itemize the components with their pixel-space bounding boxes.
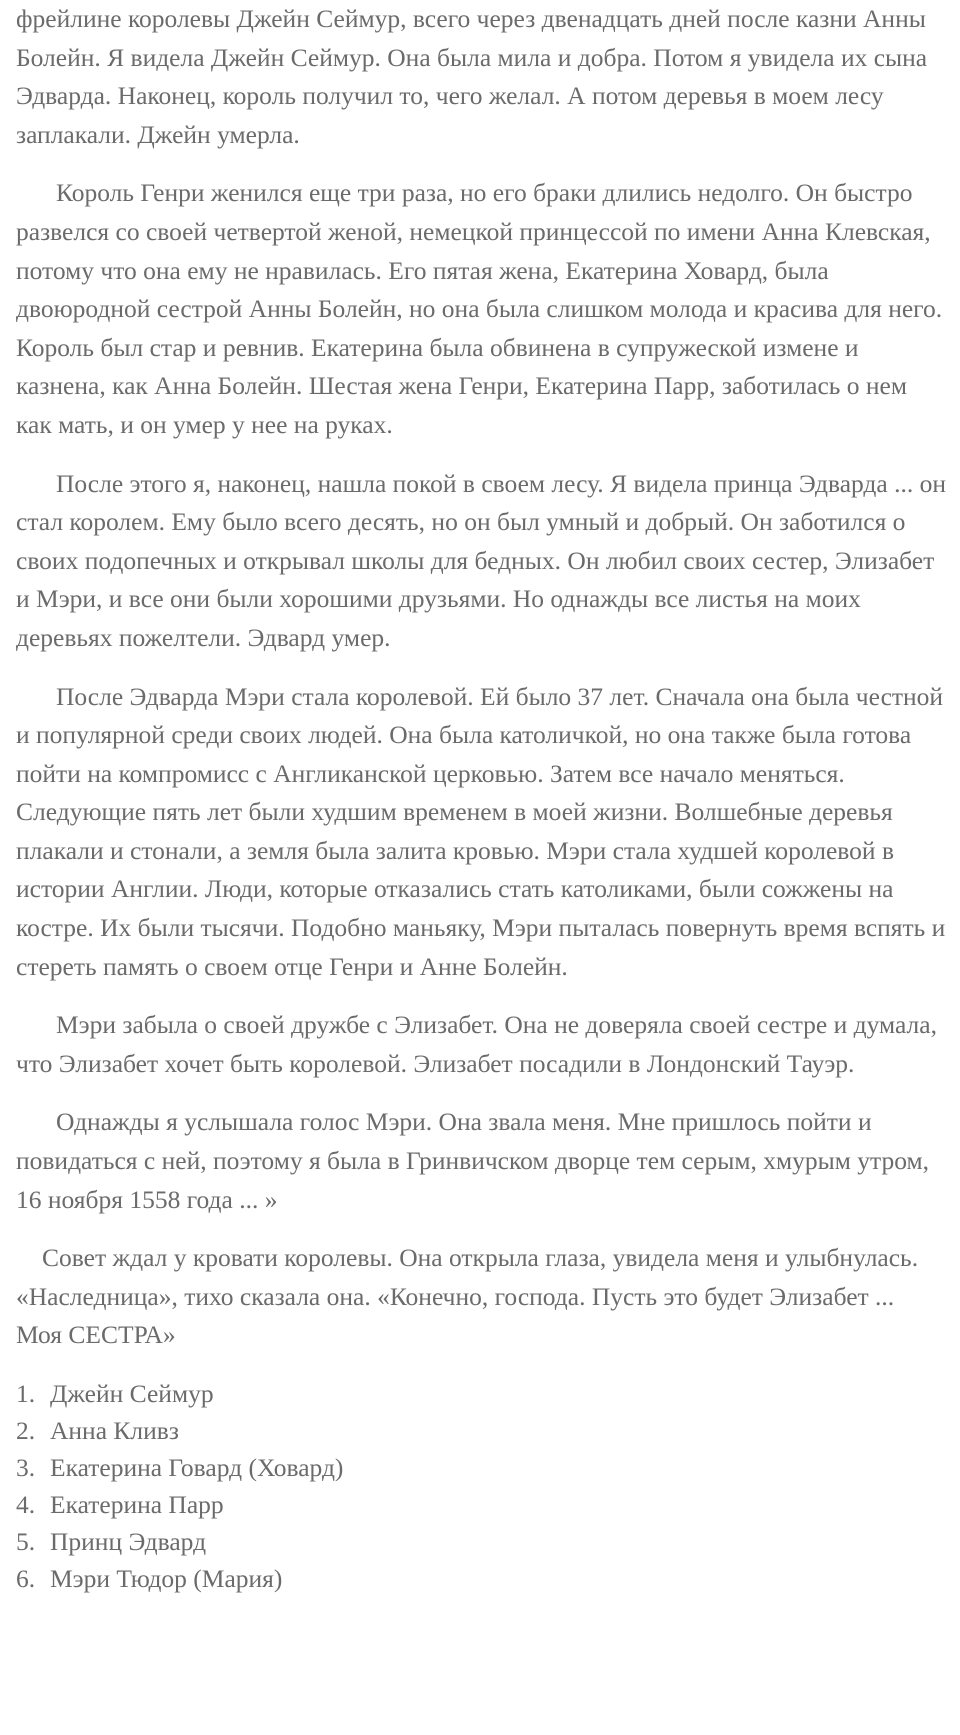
list-item-number: 3.	[16, 1453, 36, 1482]
list-item-number: 6.	[16, 1564, 36, 1593]
list-item-text: Анна Кливз	[50, 1416, 179, 1445]
paragraph-mary-queen: После Эдварда Мэри стала королевой. Ей было 37 лет. Сначала она была честной и популярной среди своих людей. Она была католичкой, но она также была готова пойти на компромисс с Англиканской церковью. Затем все начало меняться. Следующие пять лет были худшим временем в моей жизни. Волшебные деревья плакали и стонали, а земля была залита кровью. Мэри стала худшей королевой в истории Англии. Люди, которые отказались стать католиками, были сожжены на костре. Их были тысячи. Подобно маньяку, Мэри пыталась повернуть время вспять и стереть память о своем отце Генри и Анне Болейн.	[16, 681, 946, 981]
paragraph-mary-elizabeth: Мэри забыла о своей дружбе с Элизабет. Она не доверяла своей сестре и думала, что Элизабет хочет быть королевой. Элизабет посадили в Лондонский Тауэр.	[16, 1010, 937, 1078]
list-item	[16, 1449, 946, 1486]
list-item	[16, 1486, 946, 1523]
list-item	[16, 1523, 946, 1560]
list-item-text: Принц Эдвард	[50, 1527, 207, 1556]
list-item	[16, 1375, 946, 1412]
paragraph-greenwich: Однажды я услышала голос Мэри. Она звала меня. Мне пришлось пойти и повидаться с ней, поэтому я была в Гринвичском дворце тем серым, хмурым утром, 16 ноября 1558 года ... »	[16, 1107, 930, 1214]
list-item-number: 1.	[16, 1379, 36, 1408]
list-item	[16, 1412, 946, 1449]
paragraph-edward: После этого я, наконец, нашла покой в своем лесу. Я видела принца Эдварда ... он стал королем. Ему было всего десять, но он был умный и добрый. Он заботился о своих подопечных и открывал школы для бедных. Он любил своих сестер, Элизабет и Мэри, и все они были хорошими друзьями. Но однажды все листья на моих деревьях пожелтели. Эдвард умер.	[16, 468, 946, 652]
paragraph-henry-marriages: Король Генри женился еще три раза, но его браки длились недолго. Он быстро развелся со своей четвертой женой, немецкой принцессой по имени Анна Клевская, потому что она ему не нравилась. Его пятая жена, Екатерина Ховард, была двоюродной сестрой Анны Болейн, но она была слишком молода и красива для него. Король был стар и ревнив. Екатерина была обвинена в супружеской измене и казнена, как Анна Болейн. Шестая жена Генри, Екатерина Парр, заботилась о нем как мать, и он умер у нее на руках.	[16, 178, 943, 439]
list-item-number: 5.	[16, 1527, 36, 1556]
paragraph-jane-seymour: фрейлине королевы Джейн Сеймур, всего через двенадцать дней после казни Анны Болейн. Я видела Джейн Сеймур. Она была мила и добра. Потом я увидела их сына Эдварда. Наконец, король получил то, чего желал. А потом деревья в моем лесу заплакали. Джейн умерла.	[16, 4, 928, 149]
list-item-number: 2.	[16, 1416, 36, 1445]
list-item	[16, 1560, 946, 1597]
list-item-text: Мэри Тюдор (Мария)	[50, 1564, 283, 1593]
paragraph-council: Совет ждал у кровати королевы. Она открыла глаза, увидела меня и улыбнулась. «Наследница», тихо сказала она. «Конечно, господа. Пусть это будет Элизабет ... Моя СЕСТРА»	[16, 1243, 919, 1350]
document-page	[16, 0, 946, 1597]
answer-list	[16, 1375, 946, 1597]
list-item-text: Джейн Сеймур	[50, 1379, 214, 1408]
list-item-number: 4.	[16, 1490, 36, 1519]
list-item-text: Екатерина Говард (Ховард)	[50, 1453, 344, 1482]
list-item-text: Екатерина Парр	[50, 1490, 224, 1519]
